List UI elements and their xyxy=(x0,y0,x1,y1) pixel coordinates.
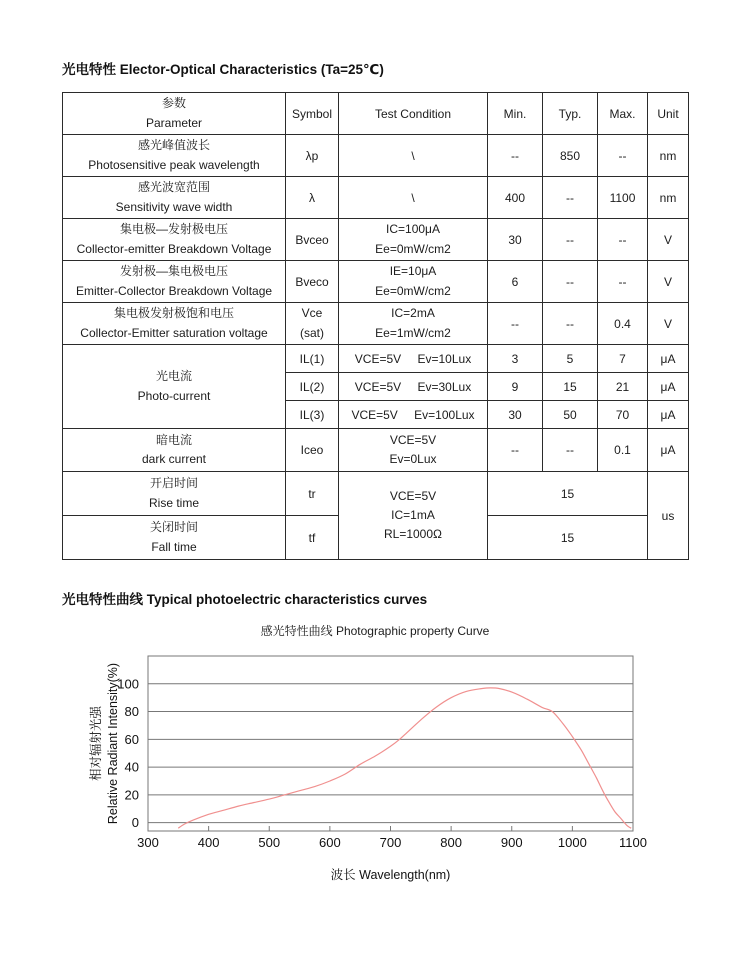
param-zh: 关闭时间 xyxy=(149,520,198,535)
chart-title: 感光特性曲线 Photographic property Curve xyxy=(260,624,490,638)
header-symbol: Symbol xyxy=(286,93,339,135)
cell-condition-switching xyxy=(339,472,488,560)
header-parameter-zh: 参数 xyxy=(161,96,186,111)
cell-typ: -- xyxy=(543,219,598,261)
row-peak-wavelength xyxy=(63,135,689,177)
condition-line: Ev=0Lux xyxy=(389,452,437,466)
cell-typ: 5 xyxy=(543,345,598,373)
cell-unit: nm xyxy=(648,177,689,219)
y-axis-label-en: Relative Radiant Intensity(%) xyxy=(106,662,120,825)
param-en: Emitter-Collector Breakdown Voltage xyxy=(75,283,273,298)
param-zh: 集电极发射极饱和电压 xyxy=(113,306,234,321)
cell-condition xyxy=(339,345,488,373)
cell-min: -- xyxy=(488,429,543,472)
cell-typ: 50 xyxy=(543,401,598,429)
condition-line: IC=2mA xyxy=(391,306,435,321)
cell-typ: -- xyxy=(543,429,598,472)
cell-min: 6 xyxy=(488,261,543,303)
cell-max: -- xyxy=(598,261,648,303)
cell-max: -- xyxy=(598,219,648,261)
row-dark-current xyxy=(63,429,689,472)
cell-typ: -- xyxy=(543,177,598,219)
cell-symbol: IL(2) xyxy=(286,373,339,401)
x-tick-label: 700 xyxy=(379,835,402,850)
param-zh: 光电流 xyxy=(155,369,192,384)
cell-unit: μA xyxy=(648,429,689,472)
y-tick-label: 0 xyxy=(131,815,139,831)
intensity-curve xyxy=(178,688,631,828)
y-tick-label: 40 xyxy=(124,759,139,775)
cell-typ: -- xyxy=(543,261,598,303)
cell-typ: 15 xyxy=(543,373,598,401)
section-title-eo-characteristics: 光电特性 Elector-Optical Characteristics (Ta=25℃) xyxy=(62,62,384,77)
cell-rise-time-value: 15 xyxy=(488,472,648,516)
photographic-property-chart xyxy=(62,646,688,896)
cell-min: 30 xyxy=(488,401,543,429)
symbol-line: (sat) xyxy=(300,325,324,340)
cell-max: 0.1 xyxy=(598,429,648,472)
row-rise-time xyxy=(63,472,689,516)
cell-symbol: Bveco xyxy=(286,261,339,303)
cell-symbol: Iceo xyxy=(286,429,339,472)
chart-canvas xyxy=(62,646,688,896)
param-en: Rise time xyxy=(148,495,199,510)
param-en: Photo-current xyxy=(137,388,211,403)
row-wave-width xyxy=(63,177,689,219)
condition-part: VCE=5V xyxy=(354,379,402,394)
cell-max: -- xyxy=(598,135,648,177)
cell-symbol: λ xyxy=(286,177,339,219)
cell-unit: nm xyxy=(648,135,689,177)
x-tick-label: 1000 xyxy=(557,835,587,850)
cell-symbol: IL(1) xyxy=(286,345,339,373)
header-max: Max. xyxy=(598,93,648,135)
cell-unit: μA xyxy=(648,345,689,373)
condition-part: VCE=5V xyxy=(351,407,398,422)
row-vce-sat xyxy=(63,303,689,345)
cell-max: 7 xyxy=(598,345,648,373)
y-tick-label: 80 xyxy=(124,704,139,720)
cell-max: 21 xyxy=(598,373,648,401)
x-tick-label: 900 xyxy=(500,835,523,850)
cell-parameter xyxy=(63,472,286,516)
param-zh: 暗电流 xyxy=(155,432,192,447)
header-unit: Unit xyxy=(648,93,689,135)
section-title-curves: 光电特性曲线 Typical photoelectric characteristics curves xyxy=(62,592,428,607)
header-parameter xyxy=(63,93,286,135)
x-tick-label: 500 xyxy=(258,835,281,850)
param-en: Sensitivity wave width xyxy=(115,199,233,214)
cell-max: 1100 xyxy=(598,177,648,219)
x-tick-label: 800 xyxy=(440,835,462,850)
header-test-condition: Test Condition xyxy=(339,93,488,135)
cell-unit: V xyxy=(648,219,689,261)
cell-parameter xyxy=(63,135,286,177)
condition-part: Ev=10Lux xyxy=(417,351,472,366)
y-tick-label: 20 xyxy=(124,787,139,803)
cell-max: 70 xyxy=(598,401,648,429)
cell-typ: -- xyxy=(543,303,598,345)
y-axis-label-zh: 相对辐射光强 xyxy=(89,705,103,782)
cell-unit: μA xyxy=(648,373,689,401)
eo-characteristics-table xyxy=(62,92,689,560)
cell-condition xyxy=(339,401,488,429)
cell-parameter-photo-current xyxy=(63,345,286,429)
cell-max: 0.4 xyxy=(598,303,648,345)
param-zh: 开启时间 xyxy=(149,476,198,491)
cell-min: 9 xyxy=(488,373,543,401)
row-bvceo xyxy=(63,219,689,261)
x-tick-label: 600 xyxy=(319,835,341,850)
condition-line: VCE=5V xyxy=(389,432,437,447)
condition-line: Ee=0mW/cm2 xyxy=(375,241,451,256)
cell-condition xyxy=(339,373,488,401)
y-tick-label: 60 xyxy=(124,731,139,747)
table-header-row xyxy=(63,93,689,135)
param-zh: 集电极—发射极电压 xyxy=(119,222,228,237)
cell-min: 400 xyxy=(488,177,543,219)
param-zh: 发射极—集电极电压 xyxy=(119,264,228,279)
cell-unit: V xyxy=(648,261,689,303)
cell-condition: \ xyxy=(339,135,488,177)
cell-symbol: Bvceo xyxy=(286,219,339,261)
x-tick-label: 1100 xyxy=(619,835,647,850)
param-en: Fall time xyxy=(151,539,197,554)
param-en: Photosensitive peak wavelength xyxy=(88,157,260,172)
condition-line: Ee=0mW/cm2 xyxy=(375,283,451,298)
header-min: Min. xyxy=(488,93,543,135)
cell-parameter xyxy=(63,177,286,219)
cell-symbol: tr xyxy=(286,472,339,516)
param-en: dark current xyxy=(141,452,207,466)
param-zh: 感光峰值波长 xyxy=(137,138,210,153)
cell-symbol: IL(3) xyxy=(286,401,339,429)
cell-min: -- xyxy=(488,303,543,345)
x-tick-label: 400 xyxy=(197,835,220,850)
param-zh: 感光波宽范围 xyxy=(137,180,210,195)
plot-border xyxy=(148,656,633,831)
cell-parameter xyxy=(63,219,286,261)
cell-unit-switching: us xyxy=(648,472,689,560)
condition-line: Ee=1mW/cm2 xyxy=(375,325,451,340)
cell-condition: \ xyxy=(339,177,488,219)
cell-condition xyxy=(339,261,488,303)
condition-line: IE=10μA xyxy=(389,264,437,279)
header-parameter-en: Parameter xyxy=(145,115,203,130)
condition-part: Ev=30Lux xyxy=(417,379,472,394)
x-axis-label: 波长 Wavelength(nm) xyxy=(330,868,451,882)
cell-parameter xyxy=(63,303,286,345)
cell-typ: 850 xyxy=(543,135,598,177)
cell-symbol xyxy=(286,303,339,345)
cell-parameter xyxy=(63,429,286,472)
x-tick-label: 300 xyxy=(137,835,159,850)
cell-min: -- xyxy=(488,135,543,177)
cell-condition xyxy=(339,429,488,472)
param-en: Collector-Emitter saturation voltage xyxy=(80,325,268,340)
condition-line: IC=1mA xyxy=(391,507,435,522)
cell-symbol: tf xyxy=(286,516,339,560)
condition-part: VCE=5V xyxy=(354,351,402,366)
row-photo-current-il1 xyxy=(63,345,689,373)
cell-symbol: λp xyxy=(286,135,339,177)
condition-line: RL=1000Ω xyxy=(383,527,442,542)
cell-min: 30 xyxy=(488,219,543,261)
row-bveco xyxy=(63,261,689,303)
condition-line: IC=100μA xyxy=(386,222,440,237)
cell-fall-time-value: 15 xyxy=(488,516,648,560)
param-en: Collector-emitter Breakdown Voltage xyxy=(76,241,272,256)
cell-parameter xyxy=(63,516,286,560)
cell-unit: μA xyxy=(648,401,689,429)
cell-parameter xyxy=(63,261,286,303)
condition-part: Ev=100Lux xyxy=(414,407,475,422)
cell-min: 3 xyxy=(488,345,543,373)
y-tick-label: 100 xyxy=(117,676,139,692)
symbol-line: Vce xyxy=(301,306,323,321)
cell-condition xyxy=(339,219,488,261)
cell-unit: V xyxy=(648,303,689,345)
condition-line: VCE=5V xyxy=(389,488,437,503)
header-typ: Typ. xyxy=(543,93,598,135)
cell-condition xyxy=(339,303,488,345)
